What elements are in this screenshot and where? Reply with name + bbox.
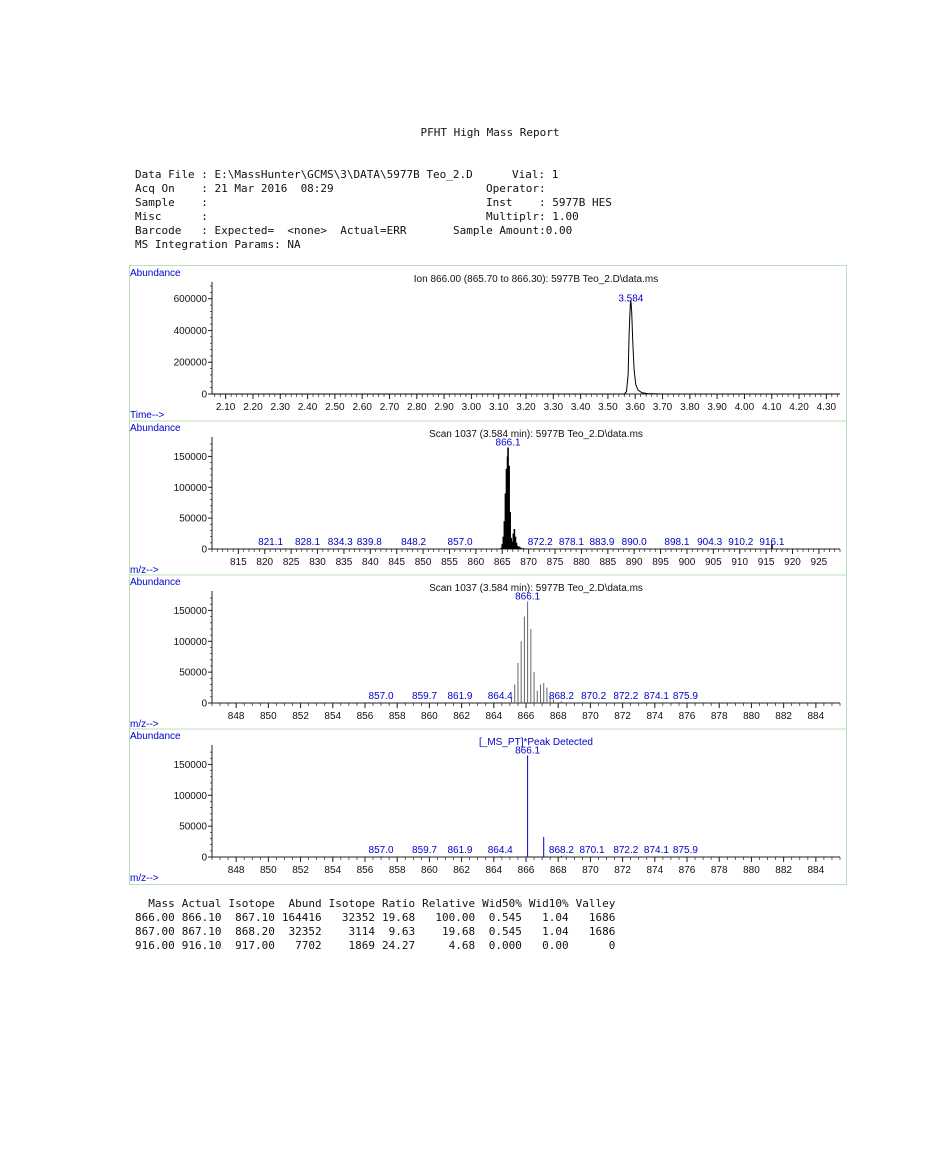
x-tick-label: 870 <box>520 557 537 568</box>
table-cell: 0 <box>608 939 616 952</box>
peak-label: 870.2 <box>581 691 607 702</box>
x-tick-label: 2.70 <box>379 402 400 413</box>
x-tick-label: 4.30 <box>816 402 837 413</box>
x-tick-label: 3.60 <box>625 402 645 413</box>
x-tick-label: 862 <box>453 711 470 722</box>
x-tick-label: 878 <box>710 865 728 876</box>
y-axis-label: Abundance <box>130 423 181 434</box>
peak-label: 870.1 <box>579 845 605 856</box>
peak-label: 3.584 <box>618 293 644 305</box>
peak-label: 874.1 <box>643 691 669 702</box>
x-tick-label: 3.70 <box>652 402 673 413</box>
column-header: Isotope <box>228 897 275 910</box>
table-row <box>135 939 615 953</box>
x-tick-label: 866 <box>517 711 535 722</box>
x-tick-label: 3.00 <box>461 402 482 413</box>
table-cell: 916.10 <box>181 939 222 952</box>
x-tick-label: 866 <box>517 865 535 876</box>
x-tick-label: 872 <box>614 711 631 722</box>
x-tick-label: 870 <box>582 865 599 876</box>
chart-panel-2 <box>130 421 846 576</box>
peak-label: 839.8 <box>356 537 382 548</box>
peak-label: 898.1 <box>664 537 690 548</box>
x-tick-label: 905 <box>705 557 722 568</box>
x-tick-label: 4.00 <box>734 402 755 413</box>
peak-label: 866.1 <box>515 591 541 603</box>
multiplier-field: Multiplr: 1.00 <box>486 210 579 223</box>
peak-label: 883.9 <box>589 537 615 548</box>
peak-label: 904.3 <box>697 537 723 548</box>
x-tick-label: 858 <box>388 865 406 876</box>
x-tick-label: 920 <box>784 557 801 568</box>
table-cell: 917.00 <box>235 939 275 952</box>
data-file-field: Data File : E:\MassHunter\GCMS\3\DATA\5977B Teo_2.D <box>135 168 473 181</box>
misc-field: Misc : <box>135 210 208 223</box>
y-tick-label: 0 <box>201 389 207 401</box>
x-tick-label: 3.80 <box>680 402 700 413</box>
column-header: Wid10% <box>528 897 569 910</box>
x-tick-label: 815 <box>230 557 247 568</box>
x-tick-label: 868 <box>549 711 567 722</box>
x-tick-label: 4.20 <box>789 402 809 413</box>
table-cell: 3114 <box>348 925 375 938</box>
x-tick-label: 862 <box>453 865 470 876</box>
table-cell: 19.68 <box>381 911 416 924</box>
table-cell: 866.00 <box>135 911 175 924</box>
x-tick-label: 856 <box>356 711 374 722</box>
x-tick-label: 860 <box>421 711 438 722</box>
peak-label: 857.0 <box>368 691 394 702</box>
x-tick-label: 820 <box>256 557 274 568</box>
x-tick-label: 868 <box>549 865 567 876</box>
table-cell: 1869 <box>348 939 375 952</box>
x-tick-label: 3.30 <box>543 402 564 413</box>
x-tick-label: 845 <box>388 557 406 568</box>
y-tick-label: 100000 <box>173 636 207 648</box>
table-cell: 1.04 <box>542 925 569 938</box>
x-tick-label: 4.10 <box>762 402 782 413</box>
x-tick-label: 876 <box>678 711 696 722</box>
table-cell: 32352 <box>341 911 375 924</box>
x-tick-label: 874 <box>646 865 664 876</box>
x-tick-label: 882 <box>775 711 792 722</box>
charts-svg <box>130 266 846 884</box>
acq-on-field: Acq On : 21 Mar 2016 08:29 <box>135 182 334 195</box>
peak-label: 872.2 <box>613 845 639 856</box>
table-row <box>135 911 615 925</box>
x-tick-label: 3.10 <box>488 402 509 413</box>
x-axis-label: Time--> <box>130 410 165 421</box>
x-tick-label: 890 <box>625 557 643 568</box>
x-tick-label: 878 <box>710 711 728 722</box>
peak-label: 864.4 <box>487 845 513 856</box>
x-tick-label: 910 <box>731 557 749 568</box>
y-axis-label: Abundance <box>130 577 181 588</box>
x-tick-label: 865 <box>493 557 511 568</box>
x-tick-label: 2.30 <box>270 402 290 413</box>
peak-label: 861.9 <box>447 691 473 702</box>
y-tick-label: 50000 <box>179 667 207 679</box>
peak-label: 866.1 <box>495 437 521 449</box>
x-tick-label: 835 <box>335 557 353 568</box>
peak-label: 868.2 <box>548 691 574 702</box>
x-tick-label: 850 <box>260 711 277 722</box>
sample-amount-field: Sample Amount:0.00 <box>453 224 573 237</box>
sample-field: Sample : <box>135 196 208 209</box>
x-tick-label: 875 <box>546 557 564 568</box>
x-tick-label: 855 <box>441 557 458 568</box>
chart-title: Scan 1037 (3.584 min): 5977B Teo_2.D\data.ms <box>429 429 643 440</box>
y-axis-label: Abundance <box>130 268 181 279</box>
table-cell: 867.10 <box>235 911 275 924</box>
x-tick-label: 880 <box>573 557 590 568</box>
x-tick-label: 915 <box>757 557 775 568</box>
table-cell: 0.545 <box>488 925 522 938</box>
results-table <box>135 897 615 953</box>
table-cell: 9.63 <box>388 925 416 938</box>
table-cell: 867.00 <box>135 925 175 938</box>
peak-label: 857.0 <box>447 537 473 548</box>
peak-label: 890.0 <box>621 537 647 548</box>
x-tick-label: 3.50 <box>598 402 618 413</box>
x-tick-label: 3.40 <box>570 402 591 413</box>
table-cell: 867.10 <box>181 925 222 938</box>
chart-panel-1 <box>130 268 840 421</box>
peak-label: 859.7 <box>412 845 438 856</box>
peak-label: 861.9 <box>447 845 473 856</box>
chart-title: [_MS_PT]*Peak Detected <box>479 737 593 748</box>
table-cell: 0.545 <box>488 911 522 924</box>
series-line <box>212 300 840 394</box>
vial-field: Vial: 1 <box>512 168 559 181</box>
peak-label: 868.2 <box>548 845 574 856</box>
table-cell: 0.00 <box>542 939 569 952</box>
x-axis-label: m/z--> <box>130 873 159 884</box>
peak-label: 916.1 <box>759 537 785 548</box>
peak-label: 864.4 <box>487 691 513 702</box>
x-tick-label: 3.90 <box>707 402 727 413</box>
report-title: PFHT High Mass Report <box>420 126 560 139</box>
y-tick-label: 200000 <box>173 357 207 369</box>
x-axis-label: m/z--> <box>130 565 159 576</box>
peak-label: 875.9 <box>672 691 698 702</box>
x-axis-label: m/z--> <box>130 719 159 730</box>
x-tick-label: 2.50 <box>325 402 345 413</box>
x-tick-label: 895 <box>652 557 669 568</box>
table-cell: 164416 <box>281 911 322 924</box>
table-cell: 32352 <box>288 925 322 938</box>
chart-title: Scan 1037 (3.584 min): 5977B Teo_2.D\data.ms <box>429 583 643 594</box>
x-tick-label: 856 <box>356 865 374 876</box>
x-tick-label: 885 <box>599 557 617 568</box>
y-tick-label: 0 <box>201 852 207 864</box>
inst-field: Inst : 5977B HES <box>486 196 612 209</box>
table-cell: 0.000 <box>488 939 522 952</box>
column-header: Wid50% <box>482 897 522 910</box>
x-tick-label: 2.60 <box>352 402 372 413</box>
x-tick-label: 864 <box>485 711 503 722</box>
table-cell: 1.04 <box>542 911 569 924</box>
x-tick-label: 854 <box>324 711 342 722</box>
x-tick-label: 884 <box>807 865 825 876</box>
table-cell: 1686 <box>588 925 616 938</box>
chart-panel-3 <box>130 575 846 730</box>
x-tick-label: 2.20 <box>243 402 263 413</box>
y-tick-label: 0 <box>201 698 207 710</box>
y-tick-label: 100000 <box>173 482 207 494</box>
y-tick-label: 0 <box>201 544 207 556</box>
y-tick-label: 150000 <box>173 451 207 463</box>
table-cell: 866.10 <box>181 911 222 924</box>
x-tick-label: 880 <box>743 711 760 722</box>
peak-label: 910.2 <box>728 537 754 548</box>
column-header: Relative <box>422 897 476 910</box>
table-header-row <box>135 897 615 911</box>
operator-field: Operator: <box>486 182 546 195</box>
x-tick-label: 872 <box>614 865 631 876</box>
x-tick-label: 864 <box>485 865 503 876</box>
x-tick-label: 884 <box>807 711 825 722</box>
x-tick-label: 852 <box>292 711 309 722</box>
x-tick-label: 840 <box>361 557 379 568</box>
x-tick-label: 882 <box>775 865 792 876</box>
x-tick-label: 870 <box>582 711 599 722</box>
peak-label: 859.7 <box>412 691 438 702</box>
x-tick-label: 2.80 <box>407 402 427 413</box>
y-tick-label: 50000 <box>179 821 207 833</box>
column-header: Actual <box>181 897 222 910</box>
column-header: Valley <box>575 897 616 910</box>
column-header: Isotope <box>328 897 375 910</box>
table-cell: 868.20 <box>235 925 275 938</box>
peak-label: 848.2 <box>401 537 427 548</box>
barcode-field: Barcode : Expected= <none> Actual=ERR <box>135 224 407 237</box>
x-tick-label: 858 <box>388 711 406 722</box>
x-tick-label: 860 <box>467 557 485 568</box>
x-tick-label: 2.10 <box>215 402 236 413</box>
chart-title: Ion 866.00 (865.70 to 866.30): 5977B Teo_2.D\data.ms <box>413 274 659 285</box>
column-header: Abund <box>288 897 322 910</box>
x-tick-label: 848 <box>227 711 245 722</box>
peak-label: 874.1 <box>643 845 669 856</box>
peak-label: 821.1 <box>258 537 284 548</box>
table-cell: 24.27 <box>381 939 416 952</box>
table-cell: 4.68 <box>448 939 476 952</box>
x-tick-label: 900 <box>678 557 696 568</box>
table-cell: 7702 <box>295 939 322 952</box>
y-tick-label: 50000 <box>179 513 207 525</box>
x-tick-label: 852 <box>292 865 309 876</box>
table-cell: 1686 <box>588 911 616 924</box>
x-tick-label: 825 <box>282 557 300 568</box>
y-tick-label: 150000 <box>173 759 207 771</box>
x-tick-label: 854 <box>324 865 342 876</box>
x-tick-label: 880 <box>743 865 760 876</box>
x-tick-label: 2.40 <box>297 402 318 413</box>
x-tick-label: 850 <box>414 557 432 568</box>
y-axis-label: Abundance <box>130 731 181 742</box>
table-cell: 19.68 <box>441 925 476 938</box>
table-cell: 916.00 <box>135 939 175 952</box>
peak-label: 875.9 <box>672 845 698 856</box>
x-tick-label: 2.90 <box>434 402 454 413</box>
y-tick-label: 400000 <box>173 325 207 337</box>
column-header: Mass <box>148 897 175 910</box>
chart-panel-4 <box>130 729 846 884</box>
chart-panels <box>129 265 847 885</box>
x-tick-label: 874 <box>646 711 664 722</box>
ms-integration-params-field: MS Integration Params: NA <box>135 238 301 251</box>
peak-label: 866.1 <box>515 745 541 757</box>
y-tick-label: 100000 <box>173 790 207 802</box>
column-header: Ratio <box>381 897 416 910</box>
x-tick-label: 850 <box>260 865 277 876</box>
x-tick-label: 830 <box>309 557 326 568</box>
peak-label: 878.1 <box>558 537 584 548</box>
table-row <box>135 925 615 939</box>
x-tick-label: 876 <box>678 865 696 876</box>
x-tick-label: 860 <box>421 865 438 876</box>
peak-label: 857.0 <box>368 845 394 856</box>
table-cell: 100.00 <box>435 911 476 924</box>
peak-label: 872.2 <box>527 537 553 548</box>
peak-label: 834.3 <box>327 537 353 548</box>
x-tick-label: 848 <box>227 865 245 876</box>
peak-label: 872.2 <box>613 691 639 702</box>
x-tick-label: 3.20 <box>516 402 536 413</box>
y-tick-label: 150000 <box>173 605 207 617</box>
peak-label: 828.1 <box>295 537 321 548</box>
y-tick-label: 600000 <box>173 294 207 306</box>
x-tick-label: 925 <box>810 557 828 568</box>
